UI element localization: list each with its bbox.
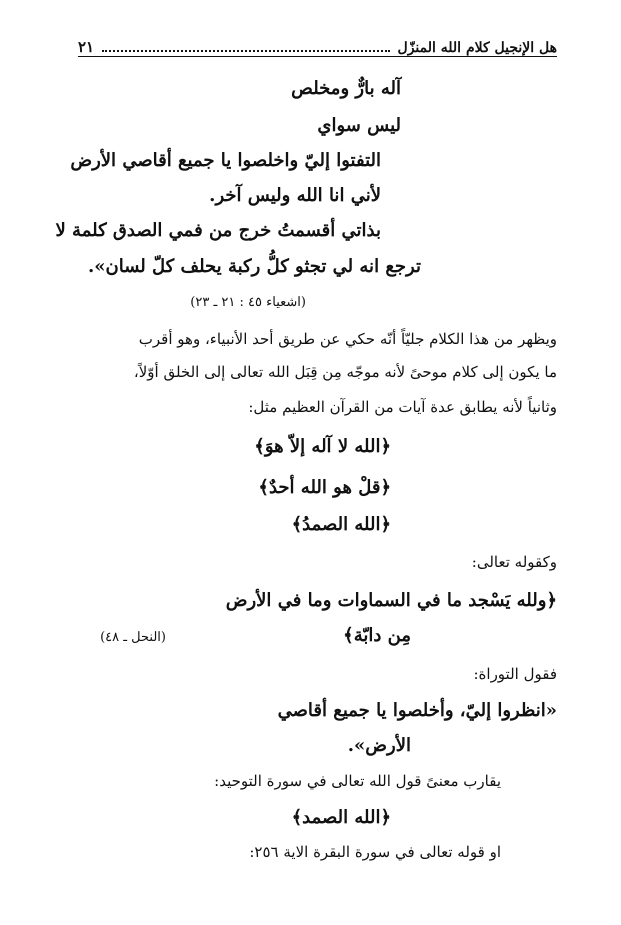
paragraph-line: يقارب معنىً قول الله تعالى في سورة التوحيد:: [214, 772, 501, 790]
running-header: [78, 30, 557, 57]
paragraph-line: وثانياً لأنه يطابق عدة آيات من القرآن العظيم مثل:: [248, 398, 557, 416]
torah-quote: «انظروا إليّ، وأخلصوا يا جميع أقاصي: [277, 700, 557, 721]
quran-verse: مِن دابّة﴾: [343, 625, 411, 646]
page-number: ٢١: [78, 38, 95, 56]
running-title: هل الإنجيل كلام الله المنزّل: [397, 40, 557, 56]
verse-line: لأني انا الله وليس آخر.: [209, 185, 381, 206]
paragraph-line: ويظهر من هذا الكلام جليّاً أنّه حكي عن طريق أحد الأنبياء، وهو أقرب: [138, 330, 557, 348]
quran-verse: ﴿الله لا آله إلاّ هوَ﴾: [254, 436, 391, 457]
paragraph-line: فقول التوراة:: [473, 665, 557, 683]
quran-verse: ﴿الله الصمد﴾: [291, 807, 391, 828]
reference: (اشعياء ٤٥ : ٢١ ـ ٢٣): [190, 295, 306, 310]
paragraph-line: او قوله تعالى في سورة البقرة الاية ٢٥٦:: [249, 843, 501, 861]
verse-line: ليس سواي: [317, 115, 401, 136]
quran-verse: ﴿ولله يَسْجد ما في السماوات وما في الأرض: [225, 590, 557, 611]
verse-line: بذاتي أقسمتُ خرج من فمي الصدق كلمة لا: [55, 220, 381, 241]
quran-verse: ﴿قلْ هو الله أحدٌ﴾: [258, 477, 391, 498]
quran-verse: ﴿الله الصمدُ﴾: [291, 514, 391, 535]
leader-dots: [102, 49, 389, 52]
verse-line: ترجع انه لي تجثو كلُّ ركبة يحلف كلّ لسان».: [87, 256, 421, 277]
paragraph-line: وكقوله تعالى:: [471, 553, 557, 571]
reference: (النحل ـ ٤٨): [100, 630, 166, 645]
verse-line: التفتوا إليّ واخلصوا يا جميع أقاصي الأرض: [70, 150, 381, 171]
verse-line: آله بارٌّ ومخلص: [291, 78, 401, 99]
torah-quote: الأرض».: [347, 735, 411, 756]
paragraph-line: ما يكون إلى كلام موحىً لأنه موجّه مِن قِبَل الله تعالى إلى الخلق أوّلاً،: [133, 363, 557, 381]
